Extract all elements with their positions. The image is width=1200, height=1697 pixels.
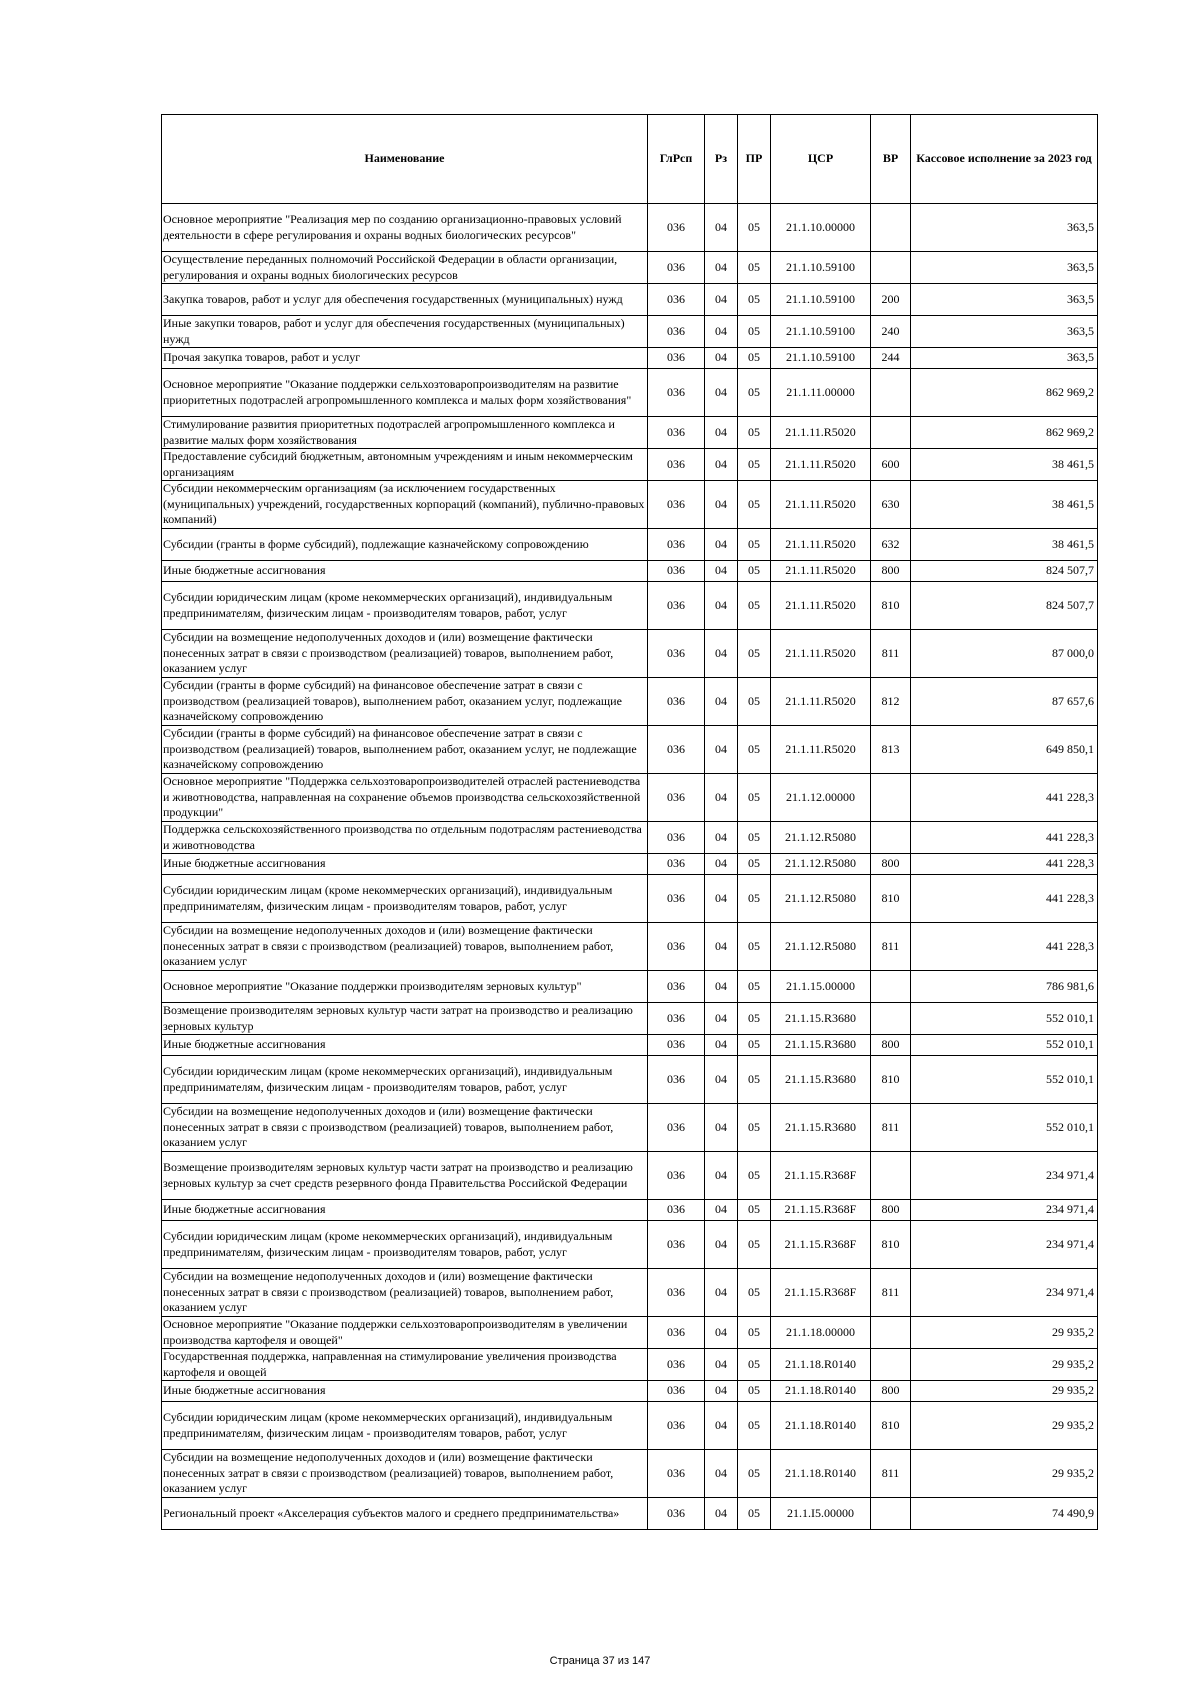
cell-vr: 240 (871, 316, 911, 348)
cell-csr: 21.1.11.R5020 (771, 726, 871, 774)
cell-rz: 04 (705, 1152, 738, 1200)
cell-amount: 234 971,4 (911, 1200, 1098, 1221)
table-row (162, 481, 1098, 529)
cell-glrsp: 036 (648, 417, 705, 449)
cell-amount: 363,5 (911, 204, 1098, 252)
cell-rz: 04 (705, 774, 738, 822)
cell-name: Иные бюджетные ассигнования (162, 854, 648, 875)
cell-vr: 812 (871, 678, 911, 726)
cell-glrsp: 036 (648, 1003, 705, 1035)
table-body (162, 204, 1098, 1530)
cell-pr: 05 (738, 417, 771, 449)
cell-pr: 05 (738, 1003, 771, 1035)
cell-pr: 05 (738, 1104, 771, 1152)
cell-glrsp: 036 (648, 252, 705, 284)
cell-amount: 363,5 (911, 252, 1098, 284)
cell-rz: 04 (705, 1381, 738, 1402)
cell-csr: 21.1.15.R368F (771, 1269, 871, 1317)
cell-csr: 21.1.12.00000 (771, 774, 871, 822)
cell-glrsp: 036 (648, 726, 705, 774)
cell-rz: 04 (705, 1200, 738, 1221)
cell-csr: 21.1.15.R368F (771, 1152, 871, 1200)
cell-name: Субсидии (гранты в форме субсидий), подлежащие казначейскому сопровождению (162, 529, 648, 561)
cell-vr (871, 204, 911, 252)
table-row (162, 1003, 1098, 1035)
cell-csr: 21.1.10.59100 (771, 348, 871, 369)
cell-vr (871, 1152, 911, 1200)
cell-vr: 800 (871, 854, 911, 875)
table-row (162, 582, 1098, 630)
cell-amount: 786 981,6 (911, 971, 1098, 1003)
cell-vr: 810 (871, 582, 911, 630)
cell-vr: 811 (871, 1450, 911, 1498)
cell-vr (871, 252, 911, 284)
table-row (162, 316, 1098, 348)
cell-name: Субсидии на возмещение недополученных доходов и (или) возмещение фактически понесенных затрат в связи с производством (реализацией) товаров, выполнением работ, оказанием услуг (162, 1104, 648, 1152)
table-row (162, 726, 1098, 774)
cell-pr: 05 (738, 1450, 771, 1498)
cell-rz: 04 (705, 316, 738, 348)
cell-glrsp: 036 (648, 630, 705, 678)
cell-name: Субсидии юридическим лицам (кроме некоммерческих организаций), индивидуальным предпринимателям, физическим лицам - производителям товаров, работ, услуг (162, 1056, 648, 1104)
cell-pr: 05 (738, 630, 771, 678)
cell-amount: 74 490,9 (911, 1498, 1098, 1530)
cell-pr: 05 (738, 678, 771, 726)
cell-rz: 04 (705, 561, 738, 582)
cell-glrsp: 036 (648, 1104, 705, 1152)
cell-pr: 05 (738, 1381, 771, 1402)
header-csr: ЦСР (771, 115, 871, 204)
cell-vr: 811 (871, 1269, 911, 1317)
cell-csr: 21.1.12.R5080 (771, 875, 871, 923)
cell-rz: 04 (705, 1221, 738, 1269)
cell-name: Предоставление субсидий бюджетным, автономным учреждениям и иным некоммерческим организациям (162, 449, 648, 481)
cell-pr: 05 (738, 204, 771, 252)
cell-amount: 38 461,5 (911, 529, 1098, 561)
cell-csr: 21.1.10.59100 (771, 284, 871, 316)
cell-csr: 21.1.18.R0140 (771, 1381, 871, 1402)
cell-csr: 21.1.15.R368F (771, 1200, 871, 1221)
cell-glrsp: 036 (648, 1056, 705, 1104)
cell-name: Поддержка сельскохозяйственного производства по отдельным подотраслям растениеводства и животноводства (162, 822, 648, 854)
cell-glrsp: 036 (648, 284, 705, 316)
cell-pr: 05 (738, 854, 771, 875)
cell-pr: 05 (738, 1056, 771, 1104)
table-row (162, 1450, 1098, 1498)
table-row (162, 1104, 1098, 1152)
cell-csr: 21.1.10.59100 (771, 252, 871, 284)
cell-amount: 552 010,1 (911, 1035, 1098, 1056)
cell-csr: 21.1.12.R5080 (771, 822, 871, 854)
cell-name: Государственная поддержка, направленная на стимулирование увеличения производства картофеля и овощей (162, 1349, 648, 1381)
cell-pr: 05 (738, 1200, 771, 1221)
cell-vr: 200 (871, 284, 911, 316)
cell-rz: 04 (705, 1056, 738, 1104)
cell-glrsp: 036 (648, 1450, 705, 1498)
cell-rz: 04 (705, 1402, 738, 1450)
cell-name: Закупка товаров, работ и услуг для обеспечения государственных (муниципальных) нужд (162, 284, 648, 316)
cell-glrsp: 036 (648, 923, 705, 971)
cell-vr: 811 (871, 923, 911, 971)
table-row (162, 630, 1098, 678)
cell-vr: 810 (871, 875, 911, 923)
cell-name: Иные бюджетные ассигнования (162, 1200, 648, 1221)
cell-csr: 21.1.12.R5080 (771, 854, 871, 875)
cell-vr: 813 (871, 726, 911, 774)
cell-name: Иные бюджетные ассигнования (162, 561, 648, 582)
cell-csr: 21.1.15.00000 (771, 971, 871, 1003)
cell-rz: 04 (705, 348, 738, 369)
cell-name: Осуществление переданных полномочий Российской Федерации в области организации, регулирования и охраны водных биологических ресурсов (162, 252, 648, 284)
cell-pr: 05 (738, 316, 771, 348)
table-row (162, 1381, 1098, 1402)
cell-name: Основное мероприятие "Оказание поддержки производителям зерновых культур" (162, 971, 648, 1003)
cell-name: Основное мероприятие "Реализация мер по созданию организационно-правовых условий деятельности в сфере регулирования и охраны водных биологических ресурсов" (162, 204, 648, 252)
cell-amount: 824 507,7 (911, 582, 1098, 630)
cell-vr (871, 369, 911, 417)
cell-rz: 04 (705, 822, 738, 854)
cell-pr: 05 (738, 1498, 771, 1530)
cell-glrsp: 036 (648, 1498, 705, 1530)
cell-csr: 21.1.10.59100 (771, 316, 871, 348)
cell-glrsp: 036 (648, 971, 705, 1003)
cell-vr (871, 1003, 911, 1035)
cell-rz: 04 (705, 854, 738, 875)
cell-vr: 244 (871, 348, 911, 369)
table-row (162, 1221, 1098, 1269)
budget-table (161, 114, 1098, 1530)
cell-csr: 21.1.15.R3680 (771, 1003, 871, 1035)
cell-rz: 04 (705, 875, 738, 923)
cell-name: Основное мероприятие "Оказание поддержки сельхозтоваропроизводителям в увеличении производства картофеля и овощей" (162, 1317, 648, 1349)
cell-name: Субсидии юридическим лицам (кроме некоммерческих организаций), индивидуальным предпринимателям, физическим лицам - производителям товаров, работ, услуг (162, 1402, 648, 1450)
cell-csr: 21.1.11.R5020 (771, 529, 871, 561)
cell-glrsp: 036 (648, 529, 705, 561)
cell-csr: 21.1.11.R5020 (771, 481, 871, 529)
cell-name: Иные бюджетные ассигнования (162, 1381, 648, 1402)
cell-amount: 87 657,6 (911, 678, 1098, 726)
cell-csr: 21.1.11.R5020 (771, 417, 871, 449)
cell-rz: 04 (705, 1450, 738, 1498)
table-row (162, 1402, 1098, 1450)
header-pr: ПР (738, 115, 771, 204)
cell-csr: 21.1.15.R3680 (771, 1056, 871, 1104)
cell-pr: 05 (738, 348, 771, 369)
cell-glrsp: 036 (648, 822, 705, 854)
cell-glrsp: 036 (648, 204, 705, 252)
cell-rz: 04 (705, 252, 738, 284)
cell-csr: 21.1.18.00000 (771, 1317, 871, 1349)
cell-name: Возмещение производителям зерновых культур части затрат на производство и реализацию зерновых культур (162, 1003, 648, 1035)
cell-pr: 05 (738, 529, 771, 561)
table-row (162, 854, 1098, 875)
cell-glrsp: 036 (648, 678, 705, 726)
cell-glrsp: 036 (648, 1402, 705, 1450)
cell-glrsp: 036 (648, 1152, 705, 1200)
table-row (162, 1200, 1098, 1221)
table-row (162, 1349, 1098, 1381)
cell-pr: 05 (738, 971, 771, 1003)
cell-amount: 363,5 (911, 284, 1098, 316)
cell-rz: 04 (705, 369, 738, 417)
cell-amount: 234 971,4 (911, 1269, 1098, 1317)
table-row (162, 417, 1098, 449)
cell-csr: 21.1.15.R3680 (771, 1035, 871, 1056)
cell-csr: 21.1.11.R5020 (771, 678, 871, 726)
cell-csr: 21.1.11.R5020 (771, 561, 871, 582)
cell-csr: 21.1.12.R5080 (771, 923, 871, 971)
cell-pr: 05 (738, 1221, 771, 1269)
cell-name: Субсидии юридическим лицам (кроме некоммерческих организаций), индивидуальным предпринимателям, физическим лицам - производителям товаров, работ, услуг (162, 582, 648, 630)
cell-name: Субсидии на возмещение недополученных доходов и (или) возмещение фактически понесенных затрат в связи с производством (реализацией) товаров, выполнением работ, оказанием услуг (162, 923, 648, 971)
table-row (162, 561, 1098, 582)
cell-rz: 04 (705, 1104, 738, 1152)
cell-csr: 21.1.18.R0140 (771, 1402, 871, 1450)
cell-amount: 824 507,7 (911, 561, 1098, 582)
cell-amount: 38 461,5 (911, 481, 1098, 529)
cell-rz: 04 (705, 529, 738, 561)
cell-csr: 21.1.15.R3680 (771, 1104, 871, 1152)
header-rz: Рз (705, 115, 738, 204)
cell-name: Субсидии некоммерческим организациям (за исключением государственных (муниципальных) учреждений, государственных корпораций (компаний), публично-правовых компаний) (162, 481, 648, 529)
cell-glrsp: 036 (648, 875, 705, 923)
cell-pr: 05 (738, 1035, 771, 1056)
table-row (162, 875, 1098, 923)
cell-name: Региональный проект «Акселерация субъектов малого и среднего предпринимательства» (162, 1498, 648, 1530)
cell-amount: 29 935,2 (911, 1349, 1098, 1381)
cell-rz: 04 (705, 204, 738, 252)
table-row (162, 1152, 1098, 1200)
table-row (162, 822, 1098, 854)
cell-rz: 04 (705, 1269, 738, 1317)
cell-pr: 05 (738, 481, 771, 529)
cell-pr: 05 (738, 822, 771, 854)
cell-pr: 05 (738, 582, 771, 630)
cell-csr: 21.1.15.R368F (771, 1221, 871, 1269)
cell-vr: 811 (871, 630, 911, 678)
cell-vr (871, 1349, 911, 1381)
cell-amount: 552 010,1 (911, 1056, 1098, 1104)
table-row (162, 923, 1098, 971)
cell-name: Прочая закупка товаров, работ и услуг (162, 348, 648, 369)
cell-amount: 87 000,0 (911, 630, 1098, 678)
cell-pr: 05 (738, 449, 771, 481)
cell-rz: 04 (705, 726, 738, 774)
cell-pr: 05 (738, 1349, 771, 1381)
cell-csr: 21.1.11.R5020 (771, 449, 871, 481)
cell-glrsp: 036 (648, 369, 705, 417)
table-row (162, 284, 1098, 316)
cell-vr: 800 (871, 1035, 911, 1056)
cell-amount: 862 969,2 (911, 369, 1098, 417)
cell-glrsp: 036 (648, 316, 705, 348)
cell-csr: 21.1.I5.00000 (771, 1498, 871, 1530)
table-row (162, 1269, 1098, 1317)
cell-name: Субсидии на возмещение недополученных доходов и (или) возмещение фактически понесенных затрат в связи с производством (реализацией) товаров, выполнением работ, оказанием услуг (162, 1269, 648, 1317)
table-row (162, 369, 1098, 417)
cell-rz: 04 (705, 449, 738, 481)
table-row (162, 204, 1098, 252)
table-header-row (162, 115, 1098, 204)
cell-amount: 29 935,2 (911, 1381, 1098, 1402)
cell-rz: 04 (705, 1317, 738, 1349)
cell-vr: 810 (871, 1402, 911, 1450)
cell-rz: 04 (705, 481, 738, 529)
cell-csr: 21.1.11.00000 (771, 369, 871, 417)
table-row (162, 252, 1098, 284)
cell-name: Субсидии на возмещение недополученных доходов и (или) возмещение фактически понесенных затрат в связи с производством (реализацией) товаров, выполнением работ, оказанием услуг (162, 1450, 648, 1498)
cell-pr: 05 (738, 726, 771, 774)
cell-name: Субсидии на возмещение недополученных доходов и (или) возмещение фактически понесенных затрат в связи с производством (реализацией) товаров, выполнением работ, оказанием услуг (162, 630, 648, 678)
cell-rz: 04 (705, 678, 738, 726)
page-number: Страница 37 из 147 (549, 1655, 651, 1667)
cell-glrsp: 036 (648, 582, 705, 630)
cell-name: Субсидии (гранты в форме субсидий) на финансовое обеспечение затрат в связи с производством (реализацией товаров), выполнением работ, оказанием услуг, подлежащие казначейскому сопровождению (162, 678, 648, 726)
cell-pr: 05 (738, 774, 771, 822)
cell-pr: 05 (738, 1402, 771, 1450)
cell-csr: 21.1.18.R0140 (771, 1349, 871, 1381)
cell-rz: 04 (705, 284, 738, 316)
cell-pr: 05 (738, 284, 771, 316)
cell-vr: 811 (871, 1104, 911, 1152)
cell-vr (871, 774, 911, 822)
cell-amount: 649 850,1 (911, 726, 1098, 774)
cell-glrsp: 036 (648, 348, 705, 369)
cell-vr: 800 (871, 561, 911, 582)
table-row (162, 774, 1098, 822)
cell-glrsp: 036 (648, 854, 705, 875)
cell-glrsp: 036 (648, 1381, 705, 1402)
cell-vr: 800 (871, 1200, 911, 1221)
cell-rz: 04 (705, 582, 738, 630)
cell-glrsp: 036 (648, 1269, 705, 1317)
cell-amount: 441 228,3 (911, 854, 1098, 875)
header-glrsp: ГлРсп (648, 115, 705, 204)
cell-glrsp: 036 (648, 561, 705, 582)
table-row (162, 1498, 1098, 1530)
cell-rz: 04 (705, 971, 738, 1003)
cell-amount: 441 228,3 (911, 774, 1098, 822)
cell-vr (871, 971, 911, 1003)
cell-amount: 29 935,2 (911, 1450, 1098, 1498)
table-row (162, 1317, 1098, 1349)
cell-vr: 630 (871, 481, 911, 529)
cell-pr: 05 (738, 1317, 771, 1349)
cell-glrsp: 036 (648, 481, 705, 529)
cell-amount: 552 010,1 (911, 1104, 1098, 1152)
table-row (162, 678, 1098, 726)
cell-glrsp: 036 (648, 1200, 705, 1221)
table-row (162, 1056, 1098, 1104)
table-row (162, 348, 1098, 369)
cell-glrsp: 036 (648, 1221, 705, 1269)
cell-amount: 38 461,5 (911, 449, 1098, 481)
cell-glrsp: 036 (648, 774, 705, 822)
cell-rz: 04 (705, 1498, 738, 1530)
cell-csr: 21.1.10.00000 (771, 204, 871, 252)
cell-glrsp: 036 (648, 1349, 705, 1381)
cell-vr: 800 (871, 1381, 911, 1402)
cell-rz: 04 (705, 630, 738, 678)
cell-amount: 29 935,2 (911, 1402, 1098, 1450)
cell-pr: 05 (738, 252, 771, 284)
cell-amount: 441 228,3 (911, 923, 1098, 971)
table-row (162, 529, 1098, 561)
cell-pr: 05 (738, 561, 771, 582)
cell-amount: 441 228,3 (911, 822, 1098, 854)
cell-vr (871, 1317, 911, 1349)
header-vr: ВР (871, 115, 911, 204)
cell-vr: 600 (871, 449, 911, 481)
cell-vr (871, 1498, 911, 1530)
cell-rz: 04 (705, 417, 738, 449)
cell-amount: 29 935,2 (911, 1317, 1098, 1349)
cell-pr: 05 (738, 923, 771, 971)
table-row (162, 971, 1098, 1003)
cell-vr (871, 417, 911, 449)
cell-csr: 21.1.18.R0140 (771, 1450, 871, 1498)
cell-amount: 862 969,2 (911, 417, 1098, 449)
cell-pr: 05 (738, 1269, 771, 1317)
table-row (162, 449, 1098, 481)
cell-vr: 810 (871, 1056, 911, 1104)
cell-pr: 05 (738, 369, 771, 417)
table-row (162, 1035, 1098, 1056)
cell-glrsp: 036 (648, 1035, 705, 1056)
cell-rz: 04 (705, 1349, 738, 1381)
cell-amount: 363,5 (911, 348, 1098, 369)
cell-name: Возмещение производителям зерновых культур части затрат на производство и реализацию зерновых культур за счет средств резервного фонда Правительства Российской Федерации (162, 1152, 648, 1200)
cell-amount: 441 228,3 (911, 875, 1098, 923)
cell-rz: 04 (705, 923, 738, 971)
cell-pr: 05 (738, 875, 771, 923)
cell-name: Основное мероприятие "Оказание поддержки сельхозтоваропроизводителям на развитие приоритетных подотраслей агропромышленного комплекса и малых форм хозяйствования" (162, 369, 648, 417)
cell-name: Иные бюджетные ассигнования (162, 1035, 648, 1056)
cell-pr: 05 (738, 1152, 771, 1200)
cell-amount: 234 971,4 (911, 1221, 1098, 1269)
cell-vr: 810 (871, 1221, 911, 1269)
cell-amount: 234 971,4 (911, 1152, 1098, 1200)
cell-name: Субсидии (гранты в форме субсидий) на финансовое обеспечение затрат в связи с производством (реализацией) товаров, выполнением работ, оказанием услуг, не подлежащие казначейскому сопровождению (162, 726, 648, 774)
cell-csr: 21.1.11.R5020 (771, 630, 871, 678)
cell-glrsp: 036 (648, 449, 705, 481)
cell-name: Субсидии юридическим лицам (кроме некоммерческих организаций), индивидуальным предпринимателям, физическим лицам - производителям товаров, работ, услуг (162, 1221, 648, 1269)
cell-vr: 632 (871, 529, 911, 561)
header-name: Наименование (162, 115, 648, 204)
cell-name: Стимулирование развития приоритетных подотраслей агропромышленного комплекса и развитие малых форм хозяйствования (162, 417, 648, 449)
cell-rz: 04 (705, 1003, 738, 1035)
cell-name: Субсидии юридическим лицам (кроме некоммерческих организаций), индивидуальным предпринимателям, физическим лицам - производителям товаров, работ, услуг (162, 875, 648, 923)
cell-amount: 552 010,1 (911, 1003, 1098, 1035)
cell-name: Основное мероприятие "Поддержка сельхозтоваропроизводителей отраслей растениеводства и животноводства, направленная на сохранение объемов производства сельскохозяйственной продукции" (162, 774, 648, 822)
cell-rz: 04 (705, 1035, 738, 1056)
cell-name: Иные закупки товаров, работ и услуг для обеспечения государственных (муниципальных) нужд (162, 316, 648, 348)
cell-amount: 363,5 (911, 316, 1098, 348)
cell-vr (871, 822, 911, 854)
cell-csr: 21.1.11.R5020 (771, 582, 871, 630)
header-amount: Кассовое исполнение за 2023 год (911, 115, 1098, 204)
cell-glrsp: 036 (648, 1317, 705, 1349)
